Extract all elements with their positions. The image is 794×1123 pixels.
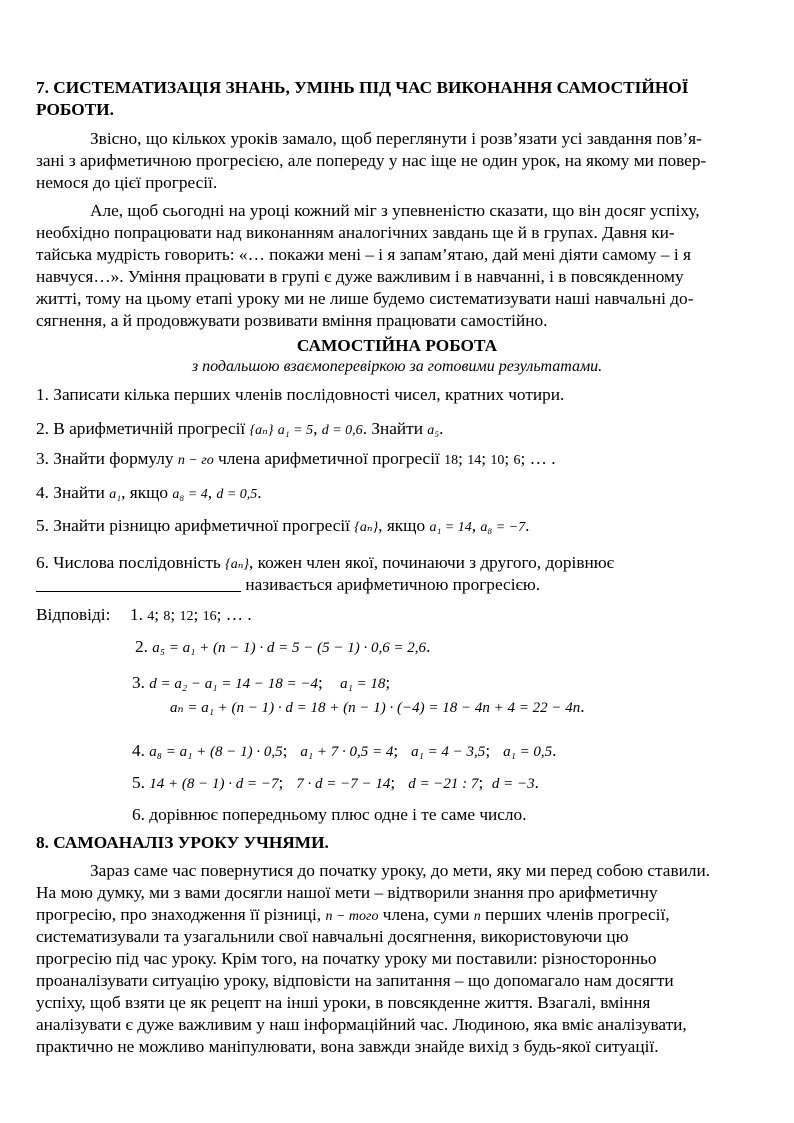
answer-4-formula-3: a₁ = 4 − 3,5 [411,744,486,760]
task-4: 4. Знайти a₁, якщо a₈ = 4, d = 0,5. [36,483,262,502]
section-8-nth-term: n − того [325,909,379,924]
answer-5-formula-4: d = −3 [491,776,535,792]
section-8-line-3-b: члена, суми [382,905,470,924]
answer-2-num: 2. [135,637,148,656]
answer-4-end: . [552,741,557,760]
paragraph-2-line-5: житті, тому на цьому етапі уроку ми не лише будемо систематизувати наші навчальні до- [36,289,694,308]
section-8-line-8: аналізувати є дуже важливим у наш інформаційний час. Людиною, яка вміє аналізувати, [36,1015,687,1034]
answer-3-formula-3: aₙ = a₁ + (n − 1) · d = 18 + (n − 1) · (−4) = 18 − 4n + 4 = 22 − 4n [170,700,581,716]
answer-1-value-4: 16 [202,609,217,624]
section-7-heading-line-2: РОБОТИ. [36,100,114,119]
task-3-num-4: 6 [513,453,521,468]
answer-4: 4. a₈ = a₁ + (8 − 1) · 0,5; a₁ + 7 · 0,5 = 4; a₁ = 4 − 3,5; a₁ = 0,5. [132,741,557,760]
section-8-heading: 8. САМОАНАЛІЗ УРОКУ УЧНЯМИ. [36,833,329,852]
task-6-text-2: , кожен член якої, починаючи з другого, дорівнює [248,553,615,572]
paragraph-2-line-1: Але, щоб сьогодні на уроці кожний міг з упевненістю сказати, що він досяг успіху, [90,201,700,220]
task-4-text-2: , якщо [121,483,169,502]
task-2-a1: a₁ = 5 [277,423,314,438]
task-6-line-2 [36,574,540,596]
task-4-text: 4. Знайти [36,483,105,502]
task-2-sequence: {aₙ} [249,423,274,438]
section-8-line-3-a: прогресію, про знаходження її різниці, [36,905,322,924]
answer-6: 6. дорівнює попередньому плюс одне і те саме число. [132,805,527,824]
section-8-line-5: прогресію під час уроку. Крім того, на початку уроку ми поставили: різносторонньо [36,949,657,968]
work-subtitle: з подальшою взаємоперевіркою за готовими результатами. [191,358,603,375]
task-5-text-2: , якщо [378,516,426,535]
answer-1-value-2: 8 [163,609,171,624]
answer-1-value-1: 4 [147,609,155,624]
paragraph-2-line-3: тайська мудрість говорить: «… покажи мені – і я запам’ятаю, дай мені діяти самому – і я [36,245,691,264]
task-5-sequence: {aₙ} [354,520,379,535]
paragraph-1-line-3: немося до цієї прогресії. [36,173,218,192]
task-2-find: . Знайти [362,419,423,438]
answer-1-value-3: 12 [179,609,194,624]
answer-5-end: . [534,773,539,792]
paragraph-1-line-2: зані з арифметичною прогресією, але попереду у нас іще не один урок, на якому ми повер- [36,151,707,170]
section-8-line-6: проаналізувати ситуацію уроку, відповісти на запитання – що допомагало нам досягти [36,971,674,990]
task-2-a5: a₅ [427,423,440,438]
task-5: 5. Знайти різницю арифметичної прогресії {aₙ}, якщо a₁ = 14, a₈ = −7. [36,516,530,535]
answer-3-formula-1: d = a₂ − a₁ = 14 − 18 = −4 [149,676,318,692]
paragraph-2-line-6: сягнення, а й продовжувати розвивати вміння працювати самостійно. [36,311,548,330]
section-8-line-1: Зараз саме час повернутися до початку уроку, до мети, яку ми перед собою ставили. [90,861,711,880]
section-8-n: n [473,909,481,924]
answer-3: 3. d = a₂ − a₁ = 14 − 18 = −4; a₁ = 18; [132,673,391,692]
task-2-text: 2. В арифметичній прогресії [36,419,246,438]
task-2: 2. В арифметичній прогресії {aₙ} a₁ = 5, d = 0,6. Знайти a₅. [36,419,444,438]
paragraph-2-line-2: необхідно попрацювати над виконанням аналогічних завдань ще й в групах. Давня ки- [36,223,675,242]
answer-1-num: 1. [130,605,143,624]
answer-2 [135,636,430,659]
task-6-sequence: {aₙ} [225,557,249,572]
task-4-a8: a₈ = 4 [172,487,208,502]
task-6 [36,552,614,576]
task-3-num-2: 14 [467,453,482,468]
task-6-text: 6. Числова послідовність [36,553,221,572]
answers-label: Відповіді: [36,605,111,624]
task-5-text: 5. Знайти різницю арифметичної прогресії [36,516,350,535]
answer-3-formula-2: a₁ = 18 [340,676,386,692]
task-2-end: . [439,419,444,438]
answer-4-formula-4: a₁ = 0,5 [503,744,553,760]
task-3-nth: n − го [177,453,214,468]
section-8-line-3-c: перших членів прогресії, [485,905,670,924]
task-4-a1: a₁ [109,487,122,502]
answer-4-num: 4. [132,741,145,760]
work-title: САМОСТІЙНА РОБОТА [296,336,498,355]
section-8-line-2: На мою думку, ми з вами досягли нашої мети – відтворили знання про арифметичну [36,883,658,902]
section-8-line-4: систематизували та узагальнили свої навчальні досягнення, використовуючи цю [36,927,629,946]
answer-3-num: 3. [132,673,145,692]
answer-5-formula-3: d = −21 : 7 [408,776,479,792]
task-4-end: . [257,483,262,502]
section-8-line-3 [36,904,670,928]
task-3-text: 3. Знайти формулу [36,449,174,468]
section-8-line-7: успіху, щоб взяти це як рецепт на інші уроки, в повсякденне життя. Взагалі, вміння [36,993,651,1012]
answer-5-formula-2: 7 · d = −7 − 14 [296,776,391,792]
answer-5-num: 5. [132,773,145,792]
task-3-end: ; … . [520,449,556,468]
task-4-d: d = 0,5 [216,487,258,502]
paragraph-1-line-1: Звісно, що кількох уроків замало, щоб переглянути і розв’язати усі завдання пов’я- [90,129,702,148]
task-5-end: . [525,516,530,535]
answer-2-end: . [426,637,431,656]
task-5-a8: a₈ = −7 [480,520,526,535]
task-2-d: d = 0,6 [321,423,363,438]
paragraph-2-line-4: навчуся…». Уміння працювати в групі є дуже важливим і в навчанні, і в повсякденному [36,267,684,286]
answer-5: 5. 14 + (8 − 1) · d = −7; 7 · d = −7 − 14; d = −21 : 7; d = −3. [132,773,539,792]
section-7-heading-line-1: 7. СИСТЕМАТИЗАЦІЯ ЗНАНЬ, УМІНЬ ПІД ЧАС ВИКОНАННЯ САМОСТІЙНОЇ [36,78,689,97]
answer-1: 1. 4; 8; 12; 16; … . [130,605,252,624]
answer-3-line-2 [170,696,585,719]
task-3-num-3: 10 [490,453,505,468]
answer-4-formula-1: a₈ = a₁ + (8 − 1) · 0,5 [149,744,283,760]
answer-2-formula: a₅ = a₁ + (n − 1) · d = 5 − (5 − 1) · 0,6 = 2,6 [152,640,427,656]
task-6-blank-line [36,575,241,592]
answer-3-end: . [580,697,585,716]
section-8-line-9: практично не можливо маніпулювати, вона завжди знайде вихід з будь-якої ситуації. [36,1037,659,1056]
answer-5-formula-1: 14 + (8 − 1) · d = −7 [149,776,279,792]
task-6-line-2-text: називається арифметичною прогресією. [245,575,541,594]
answer-1-end: ; … . [216,605,252,624]
task-3: 3. Знайти формулу n − го члена арифметичної прогресії 18; 14; 10; 6; … . [36,449,556,468]
answer-4-formula-2: a₁ + 7 · 0,5 = 4 [300,744,394,760]
task-5-a1: a₁ = 14 [429,520,472,535]
task-1: 1. Записати кілька перших членів послідовності чисел, кратних чотири. [36,385,565,404]
task-3-text-2: члена арифметичної прогресії [218,449,440,468]
task-3-num-1: 18 [444,453,459,468]
